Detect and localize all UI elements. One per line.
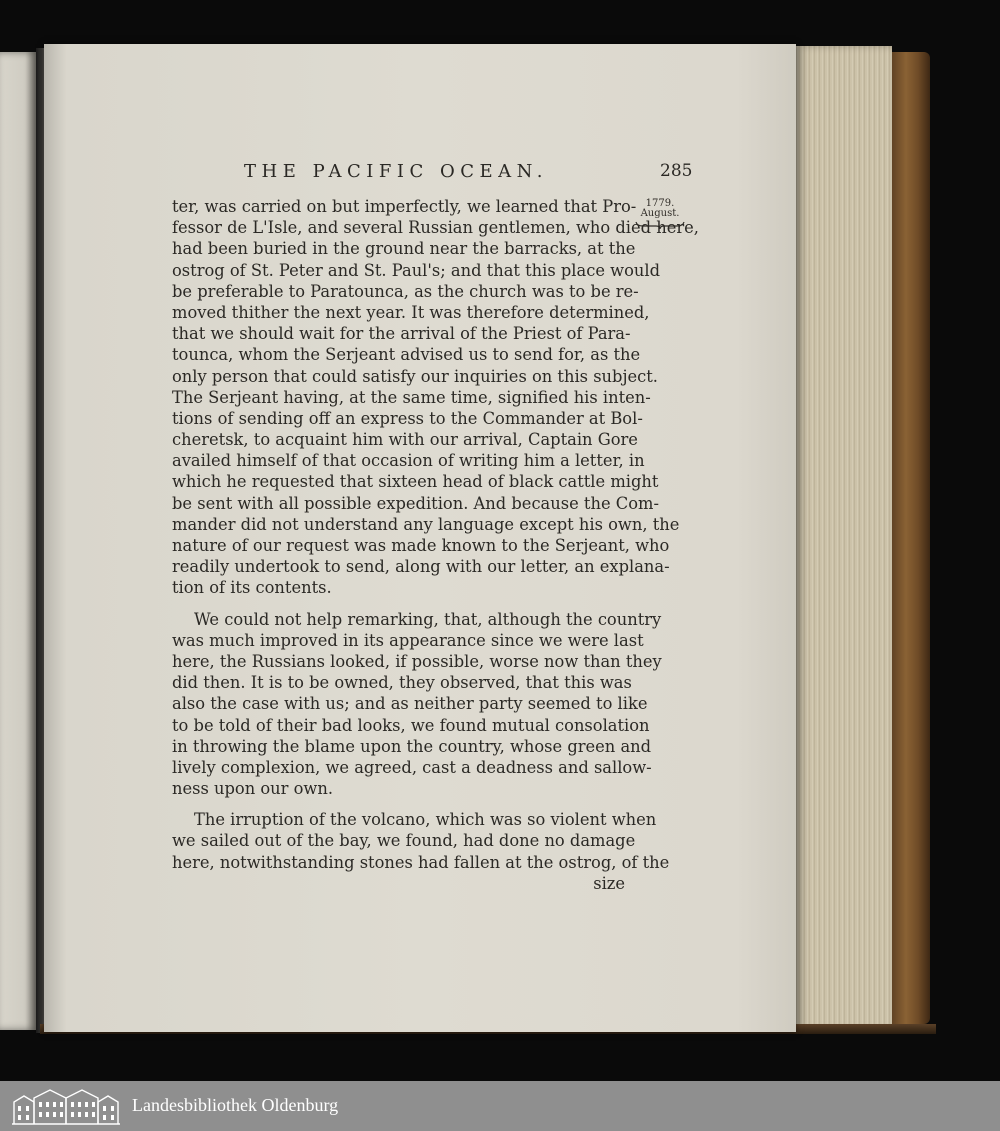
text-line: tion of its contents.	[172, 578, 332, 598]
text-line: tounca, whom the Serjeant advised us to send for, as the	[172, 345, 641, 365]
text-line: The Serjeant having, at the same time, signified his inten-	[172, 387, 651, 407]
text-line: we sailed out of the bay, we found, had done no damage	[172, 831, 636, 851]
page-block-edges	[796, 46, 892, 1030]
text-line: mander did not understand any language except his own, the	[172, 514, 680, 534]
running-header: THE PACIFIC OCEAN.	[244, 161, 548, 182]
text-line: ness upon our own.	[172, 779, 334, 799]
paragraph-gap	[172, 799, 625, 809]
text-line: to be told of their bad looks, we found mutual consolation	[172, 715, 650, 735]
margin-month: August.	[640, 208, 680, 219]
text-line: size	[593, 873, 625, 893]
book-cover-edge	[890, 52, 930, 1024]
left-page-edge	[0, 52, 36, 1030]
text-line: only person that could satisfy our inquiries on this subject.	[172, 366, 658, 386]
text-line: availed himself of that occasion of writing him a letter, in	[172, 451, 645, 471]
text-line: had been buried in the ground near the barracks, at the	[172, 239, 636, 259]
text-line: We could not help remarking, that, although the country	[194, 609, 662, 629]
text-line: also the case with us; and as neither party seemed to like	[172, 694, 648, 714]
text-line: readily undertook to send, along with our letter, an explana-	[172, 557, 670, 577]
text-line: lively complexion, we agreed, cast a deadness and sallow-	[172, 757, 652, 777]
text-line: ostrog of St. Peter and St. Paul's; and that this place would	[172, 260, 661, 280]
library-building-icon	[10, 1086, 122, 1126]
page-number: 285	[660, 161, 693, 181]
text-line: cheretsk, to acquaint him with our arrival, Captain Gore	[172, 430, 638, 450]
library-footer-bar	[0, 1081, 1000, 1131]
text-line: be sent with all possible expedition. And because the Com-	[172, 493, 659, 513]
text-line: tions of sending off an express to the Commander at Bol-	[172, 408, 643, 428]
text-line: did then. It is to be owned, they observed, that this was	[172, 673, 632, 693]
text-line: was much improved in its appearance since we were last	[172, 630, 644, 650]
text-line: in throwing the blame upon the country, whose green and	[172, 736, 652, 756]
text-line: ter, was carried on but imperfectly, we learned that Pro-	[172, 197, 637, 216]
text-line: moved thither the next year. It was therefore determined,	[172, 302, 650, 322]
text-line: which he requested that sixteen head of black cattle might	[172, 472, 659, 492]
margin-year: 1779.	[645, 198, 675, 209]
text-line: The irruption of the volcano, which was so violent when	[194, 810, 657, 830]
text-line: nature of our request was made known to the Serjeant, who	[172, 536, 670, 555]
text-line: here, notwithstanding stones had fallen at the ostrog, of the	[172, 852, 670, 872]
text-line: that we should wait for the arrival of the Priest of Para-	[172, 324, 631, 344]
text-line: here, the Russians looked, if possible, worse now than they	[172, 651, 662, 671]
paragraph-gap	[172, 599, 625, 609]
text-line: be preferable to Paratounca, as the church was to be re-	[172, 281, 639, 301]
library-name: Landesbibliothek Oldenburg	[132, 1095, 339, 1115]
text-line: fessor de L'Isle, and several Russian gentlemen, who died here,	[172, 218, 699, 238]
